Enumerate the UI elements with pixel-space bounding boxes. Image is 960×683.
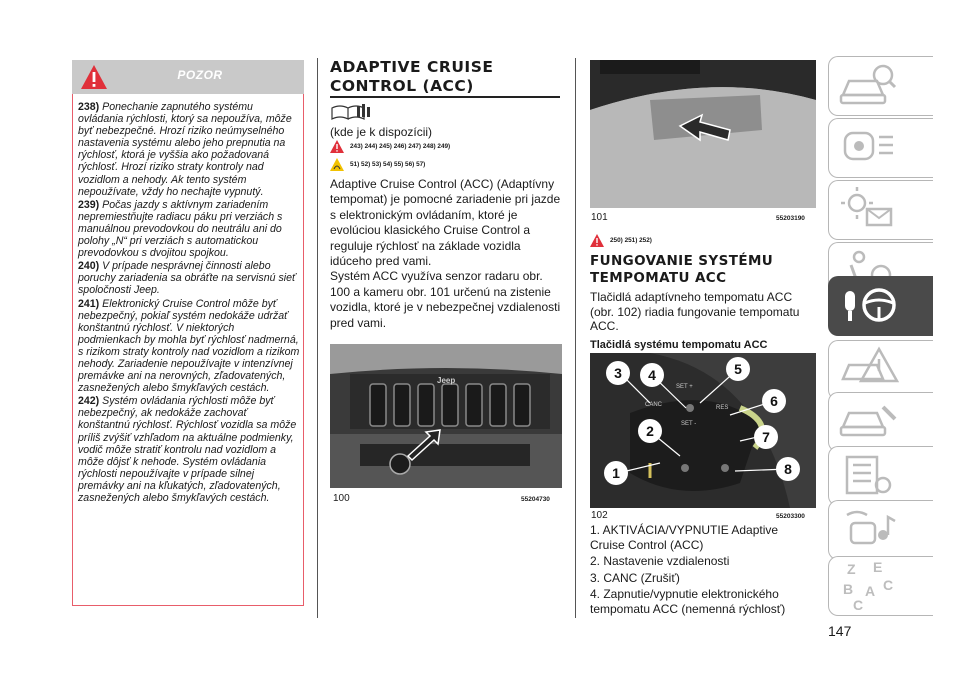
warning-lights-icon (839, 185, 899, 235)
list-item: 3. CANC (Zrušiť) (590, 570, 680, 585)
note-text: Počas jazdy s aktívnym zariadením nepremiestňujte radiacu páku pri verziách s manuálnou prevodovkou do neutrálu ani do polohy „N“ pri verziách s automatickou prevodovkou s dvojitou spojkou. (78, 198, 283, 260)
list-item: 4. Zapnutie/vypnutie elektronického tempomatu ACC (nemenná rýchlosť) (590, 587, 786, 616)
caution-refs-text: 51) 52) 53) 54) 55) 56) 57) (350, 161, 426, 168)
callouts (590, 353, 816, 508)
warning-note (78, 395, 300, 504)
note-number: 239) (78, 198, 100, 211)
note-text: V prípade nesprávnej činnosti alebo poruchy zariadenia sa obráťte na servisnú sieť spoločnosti Jeep. (78, 260, 296, 297)
callout-3: 3 (606, 361, 630, 385)
car-info-icon (839, 61, 899, 111)
index-letter: C (853, 597, 864, 613)
callout-7: 7 (754, 425, 778, 449)
warning-triangle-icon (590, 234, 604, 247)
callout-1: 1 (604, 461, 628, 485)
section-title-line: ADAPTIVE CRUISE (330, 58, 494, 76)
warning-title: POZOR (177, 68, 223, 82)
driving-steering-icon (839, 281, 899, 331)
body-paragraph: Adaptive Cruise Control (ACC) (Adaptívny tempomat) je pomocné zariadenie pri jazde s elektronickým ovládaním, ktoré je evolúciou klasického Cruise Control a reguluje rýchlosť na základe vozidla idúceho pred vami. (330, 177, 561, 269)
column-divider (317, 58, 318, 618)
book-reference-icon (330, 103, 374, 123)
caution-references (330, 158, 425, 171)
body-paragraph: Systém ACC využíva senzor radaru obr. 100 a kameru obr. 101 určenú na zistenie vozidla, ktoré je v nebezpečnej vzdialenosti pred vami. (330, 269, 561, 330)
callout-5: 5 (726, 357, 750, 381)
tab-car-info[interactable] (828, 56, 933, 116)
subsection-title-line: FUNGOVANIE SYSTÉMU (590, 253, 774, 269)
brand-badge: Jeep (437, 376, 456, 385)
maintenance-icon (839, 397, 899, 447)
tab-technical-data[interactable] (828, 446, 933, 506)
tab-index[interactable] (828, 556, 933, 616)
warning-refs-text: 243) 244) 245) 246) 247) 248) 249) (350, 143, 451, 150)
index-letter: E (873, 559, 883, 575)
tab-driving[interactable] (828, 276, 933, 336)
technical-data-icon (839, 451, 899, 501)
warning-triangle-icon (80, 63, 108, 91)
title-rule (330, 96, 560, 98)
note-text: Ponechanie zapnutého systému ovládania rýchlosti, ktorý sa nepoužíva, môže byť nebezpečné. Hrozí riziko neúmyselného nastavenia systému alebo jeho prepnutia na rýchlosť, ktorá je vyššia ako požadovaná rýchlosť. Hrozí riziko straty kontroly nad vozidlom a nehody. Ak tento systém nepoužívate, vždy ho nechajte vypnutý. (78, 101, 292, 198)
callout-2: 2 (638, 419, 662, 443)
button-list (590, 523, 810, 618)
subsection-title (590, 253, 820, 287)
list-item: 1. AKTIVÁCIA/VYPNUTIE Adaptive Cruise Control (ACC) (590, 523, 779, 552)
tab-maintenance[interactable] (828, 392, 933, 452)
caution-triangle-icon (330, 158, 344, 171)
figure-100-photo (330, 344, 562, 488)
lights-icon (839, 123, 899, 173)
warning-note (78, 298, 300, 395)
warning-references (330, 140, 450, 153)
warning-triangle-icon (330, 140, 344, 153)
warning-notes (78, 101, 300, 505)
warning-refs-text: 250) 251) 252) (610, 237, 652, 244)
figure-number: 102 (591, 510, 608, 521)
warning-note (78, 199, 300, 259)
note-number: 242) (78, 395, 100, 408)
warning-note (78, 260, 300, 296)
note-number: 240) (78, 260, 100, 273)
switch-label-res: RES (716, 405, 729, 411)
warning-references (590, 234, 652, 247)
figure-101-photo (590, 60, 816, 208)
section-title (330, 58, 562, 96)
figure-code: 55203190 (776, 215, 805, 222)
function-paragraph: Tlačidlá adaptívneho tempomatu ACC (obr. 102) riadia fungovanie tempomatu ACC. (590, 290, 800, 334)
list-item: 2. Nastavenie vzdialenosti (590, 554, 730, 568)
note-number: 238) (78, 101, 100, 113)
body-text (330, 177, 562, 331)
switch-label-set-plus: SET + (676, 384, 693, 390)
switch-label-canc: CANC (645, 402, 663, 408)
figure-number: 101 (591, 212, 608, 223)
warning-note (78, 101, 300, 198)
section-title-line: CONTROL (ACC) (330, 77, 474, 95)
tab-multimedia[interactable] (828, 500, 933, 560)
callout-6: 6 (762, 389, 786, 413)
index-letter: C (883, 577, 894, 593)
note-text: Elektronický Cruise Control môže byť nebezpečný, pokiaľ systém nedokáže udržať konštantnú rýchlosť. V niektorých podmienkach by mohla byť rýchlosť nadmerná, s rizikom straty kontroly nad vozidlom a rizikom nehody. Zariadenie nepoužívajte v intenzívnej premávke ani na nerovných, zľadovatených, zasnežených alebo šmykľavých cestách. (78, 297, 300, 395)
index-letter: A (865, 583, 876, 599)
buttons-heading: Tlačidlá systému tempomatu ACC (590, 339, 768, 351)
page-number: 147 (828, 623, 852, 639)
tab-warning-lights[interactable] (828, 180, 933, 240)
tab-lights[interactable] (828, 118, 933, 178)
index-letter: B (843, 581, 854, 597)
callout-8: 8 (776, 457, 800, 481)
index-icon (843, 559, 923, 613)
tab-emergency[interactable] (828, 340, 933, 400)
switch-label-set-minus: SET - (681, 421, 697, 427)
note-number: 241) (78, 297, 100, 310)
availability-note: (kde je k dispozícii) (330, 125, 433, 139)
figure-code: 55203300 (776, 513, 805, 520)
note-text: Systém ovládania rýchlosti môže byť nebezpečný, ak nedokáže zachovať konštantnú rýchlosť. Rýchlosť vozidla sa môže príliš zvýšiť vzhľadom na aktuálne podmienky, vodič môže stratiť kontrolu nad vozidlom a môže dôjsť k nehode. Systém ovládania rýchlosti nepoužívajte v prípade silnej premávky ani na kľukatých, zľadovatených, zasnežených alebo šmykľavých cestách. (78, 395, 297, 504)
index-letter: Z (847, 561, 856, 577)
emergency-icon (839, 345, 899, 395)
figure-code: 55204730 (521, 496, 550, 503)
column-divider (575, 58, 576, 618)
multimedia-icon (839, 505, 899, 555)
subsection-title-line: TEMPOMATU ACC (590, 270, 727, 286)
callout-4: 4 (640, 363, 664, 387)
figure-number: 100 (333, 493, 350, 504)
